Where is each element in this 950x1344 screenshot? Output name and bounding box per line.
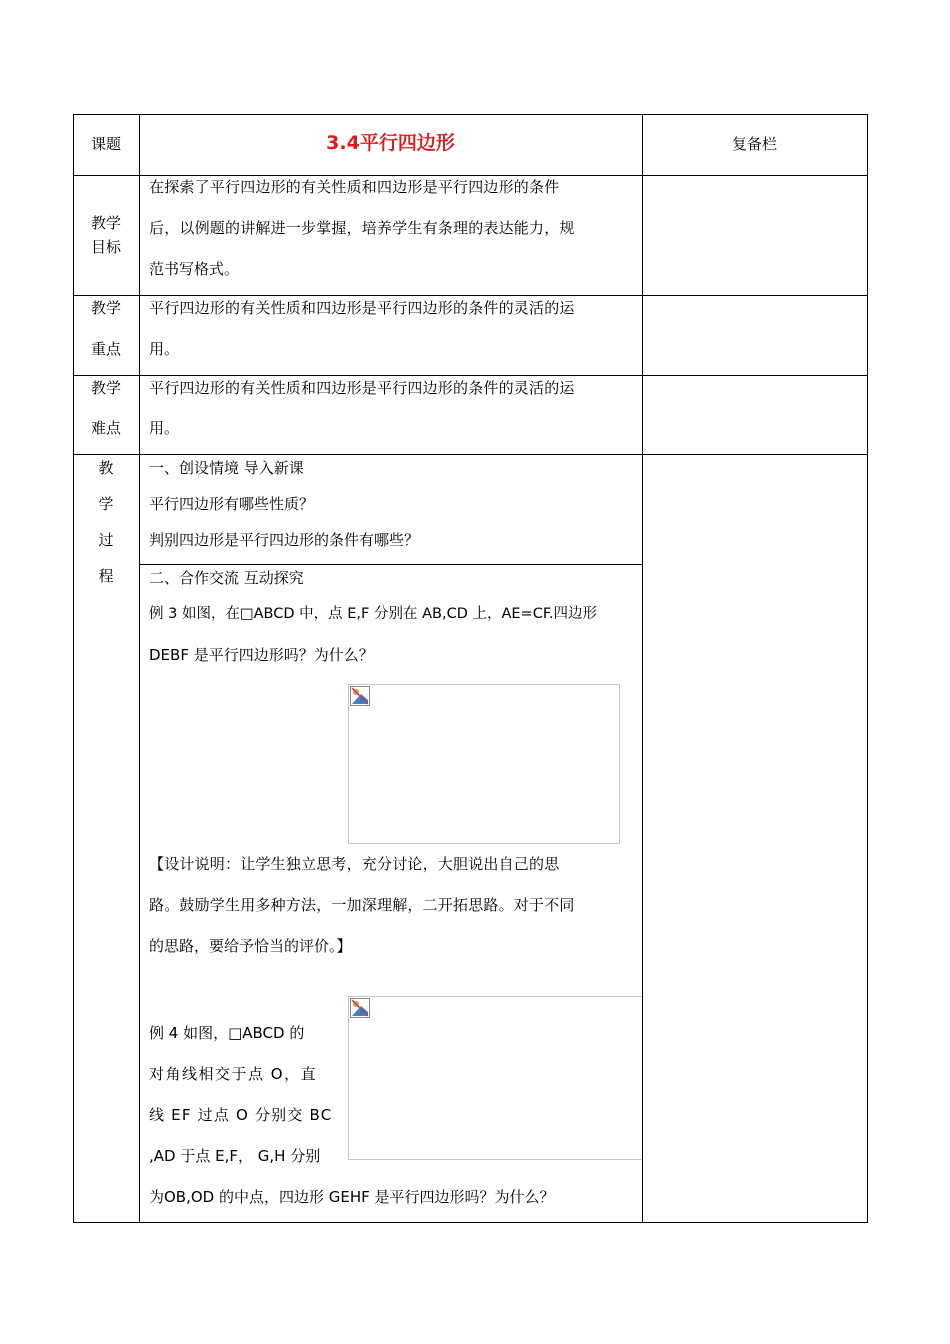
section-1-question-2: 判别四边形是平行四边形的条件有哪些？ [149,531,420,549]
header-side-label: 复备栏 [731,135,777,153]
example-4-line-5: 为OB,OD 的中点，四边形 GEHF 是平行四边形吗？为什么？ [149,1188,555,1206]
table-border-top [73,114,868,115]
objectives-label-2: 目标 [90,238,121,256]
example-4-line-2: 对角线相交于点 O，直 [149,1065,318,1083]
section-divider [139,564,642,565]
table-border-bottom [73,1222,868,1223]
process-label-char-1: 教 [98,459,114,477]
difficulties-line-1: 平行四边形的有关性质和四边形是平行四边形的条件的灵活的运 [149,379,575,397]
example-3-figure [348,684,620,844]
broken-image-icon [350,686,370,706]
design-note-line-1: 【设计说明：让学生独立思考，充分讨论，大胆说出自己的思 [149,855,560,873]
example-3-line-2: DEBF 是平行四边形吗？为什么？ [149,646,374,664]
objectives-line-2: 后，以例题的讲解进一步掌握，培养学生有条理的表达能力，规 [149,219,575,237]
objectives-line-1: 在探索了平行四边形的有关性质和四边形是平行四边形的条件 [149,178,560,196]
table-border-right [867,114,868,1223]
objectives-label-1: 教学 [90,214,121,232]
example-3-line-1: 例 3 如图，在□ABCD 中，点 E,F 分别在 AB,CD 上，AE=CF.四边形 [149,606,597,622]
example-4-figure [348,996,642,1160]
page-title: 3.4平行四边形 [326,132,455,154]
row-divider-1 [73,175,868,176]
design-note-line-2: 路。鼓励学生用多种方法，一加深理解，二开拓思路。对于不同 [149,896,575,914]
column-divider-2 [642,114,643,1223]
process-label-char-2: 学 [98,495,114,513]
row-divider-4 [73,454,868,455]
section-1-question-1: 平行四边形有哪些性质？ [149,495,315,513]
key-points-line-1: 平行四边形的有关性质和四边形是平行四边形的条件的灵活的运 [149,299,575,317]
example-4-line-3: 线 EF 过点 O 分别交 BC [149,1106,333,1124]
table-border-left [73,114,74,1223]
column-divider-1 [139,114,140,1223]
row-divider-2 [73,295,868,296]
design-note-line-3: 的思路，要给予恰当的评价。】 [149,937,352,955]
process-label-char-3: 过 [98,531,114,549]
process-label-char-4: 程 [98,567,114,585]
broken-image-icon [350,998,370,1018]
example-4-line-1: 例 4 如图，□ABCD 的 [149,1024,305,1042]
key-points-label-2: 重点 [90,340,121,358]
key-points-label-1: 教学 [90,299,121,317]
row-divider-3 [73,375,868,376]
key-points-line-2: 用。 [149,340,180,358]
difficulties-label-1: 教学 [90,379,121,397]
header-label: 课题 [90,135,121,153]
section-1-heading: 一、创设情境 导入新课 [149,459,304,477]
section-2-heading: 二、合作交流 互动探究 [149,569,304,587]
objectives-line-3: 范书写格式。 [149,260,240,278]
difficulties-label-2: 难点 [90,419,121,437]
difficulties-line-2: 用。 [149,419,180,437]
example-4-line-4: ,AD 于点 E,F， G,H 分别 [149,1147,321,1165]
